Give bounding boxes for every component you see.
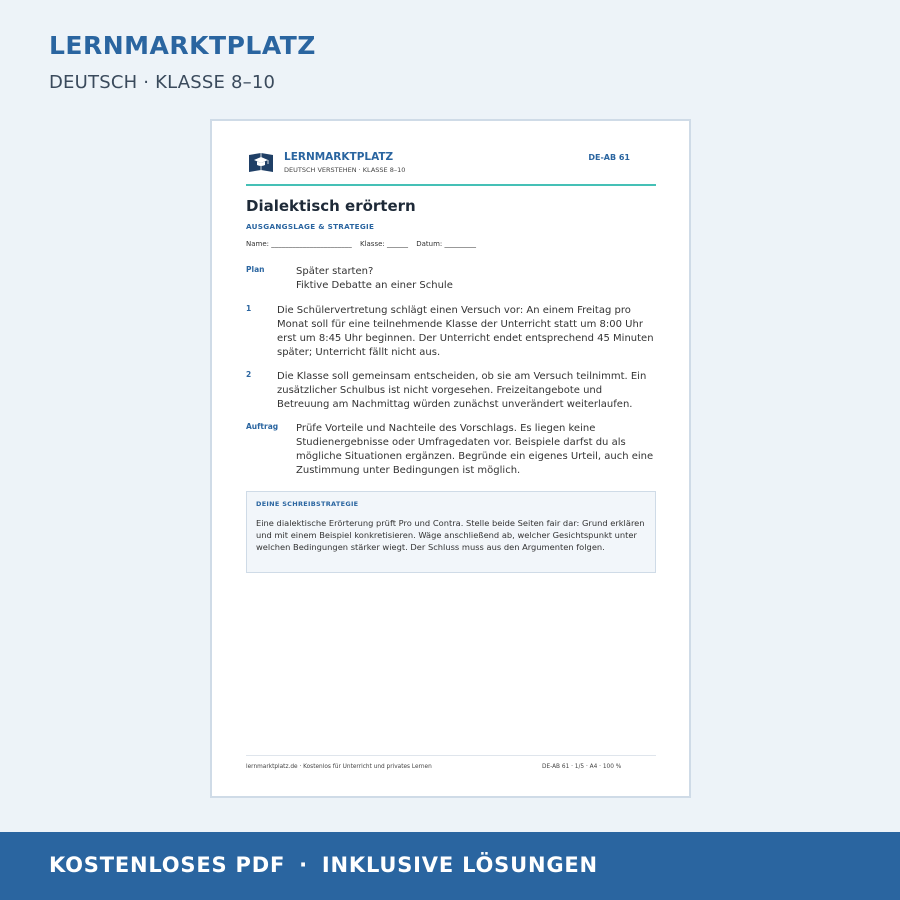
banner-separator: ·	[299, 853, 308, 877]
worksheet-preview	[210, 119, 691, 798]
datum-field: Datum: _________	[416, 240, 476, 248]
row-label: 1	[246, 304, 252, 313]
footer-left: lernmarktplatz.de · Kostenlos für Unterricht und privates Lernen	[246, 764, 432, 770]
brand-title: LERNMARKTPLATZ	[49, 31, 316, 60]
row-text: Prüfe Vorteile und Nachteile des Vorschlags. Es liegen keine Studienergebnisse oder Umfragedaten vor. Beispiele darfst du als mögliche Situationen ergänzen. Begründe ein eigenes Urteil, auch eine Zustimmung unter Bedingungen ist möglich.	[296, 423, 654, 476]
row-2	[246, 370, 656, 412]
row-plan	[246, 265, 656, 293]
footer-right: DE-AB 61 · 1/5 · A4 · 100 %	[542, 764, 622, 770]
row-text: Die Klasse soll gemeinsam entscheiden, ob sie am Versuch teilnimmt. Ein zusätzlicher Schulbus ist nicht vorgesehen. Freizeitangebote und Betreuung am Nachmittag würden zunächst unverändert weiterlaufen.	[277, 371, 647, 410]
header-subtitle: DEUTSCH VERSTEHEN · KLASSE 8–10	[284, 166, 406, 174]
strategy-text: Eine dialektische Erörterung prüft Pro und Contra. Stelle beide Seiten fair dar: Grund erklären und mit einem Beispiel konkretisieren. Wäge anschließend ab, welcher Gesichtspunkt unter welchen Bedingungen stärker wiegt. Der Schluss muss aus den Argumenten folgen.	[256, 518, 645, 552]
row-text: Die Schülervertretung schlägt einen Versuch vor: An einem Freitag pro Monat soll für eine teilnehmende Klasse der Unterricht statt um 8:00 Uhr erst um 8:45 Uhr beginnen. Der Unterricht endet entsprechend 45 Minuten später; Unterricht fällt nicht aus.	[277, 305, 654, 358]
banner-right: INKLUSIVE LÖSUNGEN	[321, 853, 598, 877]
row-text	[296, 265, 656, 293]
student-fields	[246, 240, 482, 248]
header-divider	[246, 184, 656, 186]
row-auftrag	[246, 422, 656, 478]
brand-subtitle: DEUTSCH · KLASSE 8–10	[49, 72, 276, 93]
section-heading: AUSGANGSLAGE & STRATEGIE	[246, 222, 375, 231]
klasse-field: Klasse: ______	[359, 240, 408, 248]
banner-left: KOSTENLOSES PDF	[49, 853, 286, 877]
plan-line: Fiktive Debatte an einer Schule	[296, 280, 453, 291]
promo-banner	[0, 832, 900, 900]
graduation-cap-book-icon	[248, 151, 274, 173]
row-label: Plan	[246, 265, 265, 274]
row-1	[246, 304, 656, 360]
header-brand: LERNMARKTPLATZ	[284, 151, 394, 163]
strategy-box	[246, 491, 656, 573]
row-label: 2	[246, 370, 252, 379]
plan-line: Später starten?	[296, 266, 374, 277]
strategy-title: DEINE SCHREIBSTRATEGIE	[256, 500, 359, 508]
row-label: Auftrag	[246, 422, 279, 431]
header-code: DE-AB 61	[588, 153, 630, 162]
banner-text	[49, 853, 598, 877]
name-field: Name: _______________________	[246, 240, 352, 248]
document-title: Dialektisch erörtern	[246, 197, 416, 215]
footer-divider	[246, 755, 656, 756]
